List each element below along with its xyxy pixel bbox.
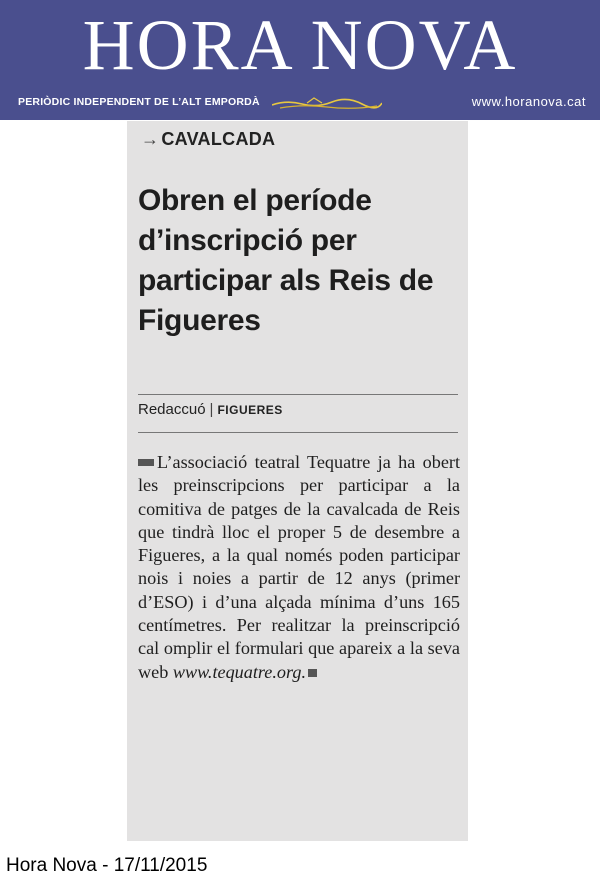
section-name: CAVALCADA xyxy=(161,129,276,149)
article-clipping xyxy=(127,121,468,841)
masthead xyxy=(0,0,600,120)
divider-bottom xyxy=(138,432,458,433)
masthead-subtitle: PERIÒDIC INDEPENDENT DE L’ALT EMPORDÀ xyxy=(18,96,260,108)
article-headline: Obren el període d’inscripció per participar als Reis de Figueres xyxy=(138,184,434,337)
masthead-website: www.horanova.cat xyxy=(471,94,586,109)
landscape-logo-icon xyxy=(272,96,382,110)
masthead-title: HORA NOVA xyxy=(82,5,518,85)
byline xyxy=(138,401,283,418)
article-web-link[interactable]: www.tequatre.org. xyxy=(172,661,307,682)
article-body xyxy=(138,451,460,684)
end-mark-icon xyxy=(308,669,317,677)
article-body-text: L’associació teatral Tequatre ja ha obert les preinscripcions per participar a la comitiva de patges de la cavalcada de Reis que tindrà lloc el proper 5 de desembre a Figueres, a la qual només poden participar nois i noies a partir de 12 anys (primer d’ESO) i d’una alçada mínima d’uns 165 centímetres. Per realitzar la preinscripció cal omplir el formulari que apareix a la seva web xyxy=(138,452,460,682)
byline-separator: | xyxy=(209,401,214,418)
arrow-right-icon: → xyxy=(141,129,160,149)
paragraph-start-icon xyxy=(138,459,154,466)
divider-top xyxy=(138,394,458,395)
author: Redaccuó xyxy=(138,401,206,418)
source-caption: Hora Nova - 17/11/2015 xyxy=(6,855,208,876)
location: FIGUERES xyxy=(217,403,283,417)
section-label xyxy=(141,129,275,150)
